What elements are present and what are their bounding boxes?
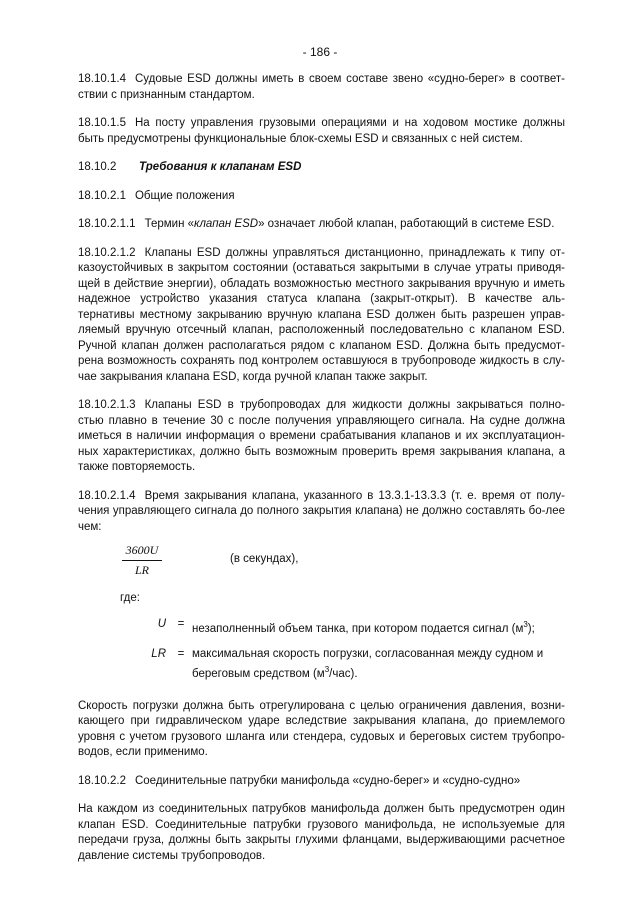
formula-where: где: bbox=[120, 592, 140, 604]
clause-number: 18.10.1.5 bbox=[78, 117, 126, 129]
clause-number: 18.10.2.1.4 bbox=[78, 489, 136, 502]
clause-text: Общие положения bbox=[134, 189, 235, 202]
paragraph-18-10-2-1 bbox=[78, 189, 565, 205]
definition-end: ); bbox=[527, 622, 535, 635]
paragraph-18-10-1-4 bbox=[78, 72, 565, 103]
clause-text-pre: Термин « bbox=[144, 218, 195, 230]
section-title: Требования к клапанам ESD bbox=[139, 161, 302, 173]
fraction-denominator: LR bbox=[134, 563, 149, 577]
clause-number: 18.10.2.1.3 bbox=[78, 399, 136, 411]
definition-text bbox=[192, 647, 565, 683]
paragraph-18-10-2-1-1 bbox=[78, 217, 565, 233]
page-number: - 186 - bbox=[302, 45, 338, 59]
fraction bbox=[122, 543, 162, 578]
page-content bbox=[78, 72, 565, 877]
definition-end: /час). bbox=[329, 668, 358, 681]
paragraph-18-10-2-2 bbox=[78, 774, 565, 790]
superscript: 3 bbox=[324, 665, 330, 675]
clause-text: Судовые ESD должны иметь в своем составе звено «судно-берег» в соответ-ствии с признанным стандартом. bbox=[78, 73, 565, 101]
definition-symbol: LR bbox=[151, 647, 166, 660]
definition-lr bbox=[78, 647, 565, 683]
paragraph-18-10-2-1-3 bbox=[78, 398, 565, 476]
definition-text bbox=[192, 617, 565, 637]
definition-symbol: U bbox=[157, 617, 166, 630]
clause-number: 18.10.2.1 bbox=[78, 189, 126, 202]
clause-text: Скорость погрузки должна быть отрегулирована с целью ограничения давления, возни-кающего при гидравлическом ударе вследствие закрывания клапана, до приемлемого уровня с учетом грузового шланга или стендера, судовых и береговых систем трубопро-водов, если применимо. bbox=[78, 699, 565, 759]
clause-text: На каждом из соединительных патрубков манифольда должен быть предусмотрен один клапан ESD. Соединительные патрубки грузового манифольда, не используемые для передачи груза, должны быть закрыты глухими фланцами, выдерживающими расчетное давление системы трубопроводов. bbox=[78, 803, 565, 862]
defined-term: клапан ESD bbox=[194, 218, 259, 230]
section-heading bbox=[78, 160, 565, 176]
formula-unit-note: (в секундах), bbox=[230, 553, 299, 565]
clause-text: Соединительные патрубки манифольда «судно-берег» и «судно-судно» bbox=[134, 774, 521, 787]
paragraph-18-10-2-1-4 bbox=[78, 489, 565, 536]
clause-text: Клапаны ESD в трубопроводах для жидкости должны закрываться полно-стью плавно в течение 30 с после получения управляющего сигнала. На судне должна иметься в наличии информация о времени срабатывания клапанов и их эксплуатацион-ных характеристиках, должно быть возможным проверить время закрывания клапана, а также повторяемость. bbox=[78, 399, 565, 473]
section-number: 18.10.2 bbox=[78, 161, 117, 173]
paragraph-manifold-valves bbox=[78, 802, 565, 864]
definition-equals: = bbox=[177, 617, 185, 630]
paragraph-18-10-2-1-2 bbox=[78, 246, 565, 386]
clause-text-post: » означает любой клапан, работающий в системе ESD. bbox=[258, 218, 555, 230]
definition-body: максимальная скорость погрузки, согласованная между судном и береговым средством (м bbox=[192, 647, 544, 681]
paragraph-18-10-1-5 bbox=[78, 116, 565, 147]
definition-u bbox=[78, 617, 565, 637]
definition-equals: = bbox=[177, 647, 185, 660]
clause-number: 18.10.2.1.1 bbox=[78, 218, 136, 230]
superscript: 3 bbox=[523, 619, 528, 629]
clause-number: 18.10.2.2 bbox=[78, 774, 126, 787]
clause-text: Время закрывания клапана, указанного в 13.3.1-13.3.3 (т. е. время от полу-чения управляющего сигнала до полного закрытия клапана) не должно составлять бо-лее чем: bbox=[78, 489, 565, 533]
clause-number: 18.10.2.1.2 bbox=[78, 246, 136, 259]
clause-text: Клапаны ESD должны управляться дистанционно, принадлежать к типу от-казоустойчивых в закрытом состоянии (оставаться закрытыми в случае утраты приводя-щей в действие энергии), обладать возможностью местного закрывания вручную и иметь надежное устройство указания статуса клапана (закрыт-открыт). В качестве аль-тернативы местному закрыванию вручную клапана ESD должен быть разрешен управ-ляемый вручную отсечный клапан, расположенный последовательно с клапаном ESD. Ручной клапан должен располагаться рядом с клапаном ESD. Должна быть предусмот-рена возможность сохранять под контролем оставшуюся в трубопроводе жидкость в слу-чае закрывания клапана ESD, когда ручной клапан также закрыт. bbox=[78, 246, 565, 383]
definition-body: незаполненный объем танка, при котором подается сигнал (м bbox=[192, 622, 524, 635]
clause-number: 18.10.1.4 bbox=[78, 73, 126, 85]
fraction-numerator: 3600U bbox=[125, 543, 159, 557]
clause-text: На посту управления грузовыми операциями и на ходовом мостике должны быть предусмотрены функциональные блок-схемы ESD и связанных с ней систем. bbox=[78, 117, 565, 145]
paragraph-loading-rate bbox=[78, 699, 565, 761]
fraction-bar bbox=[122, 560, 162, 561]
closing-time-formula bbox=[78, 543, 565, 581]
